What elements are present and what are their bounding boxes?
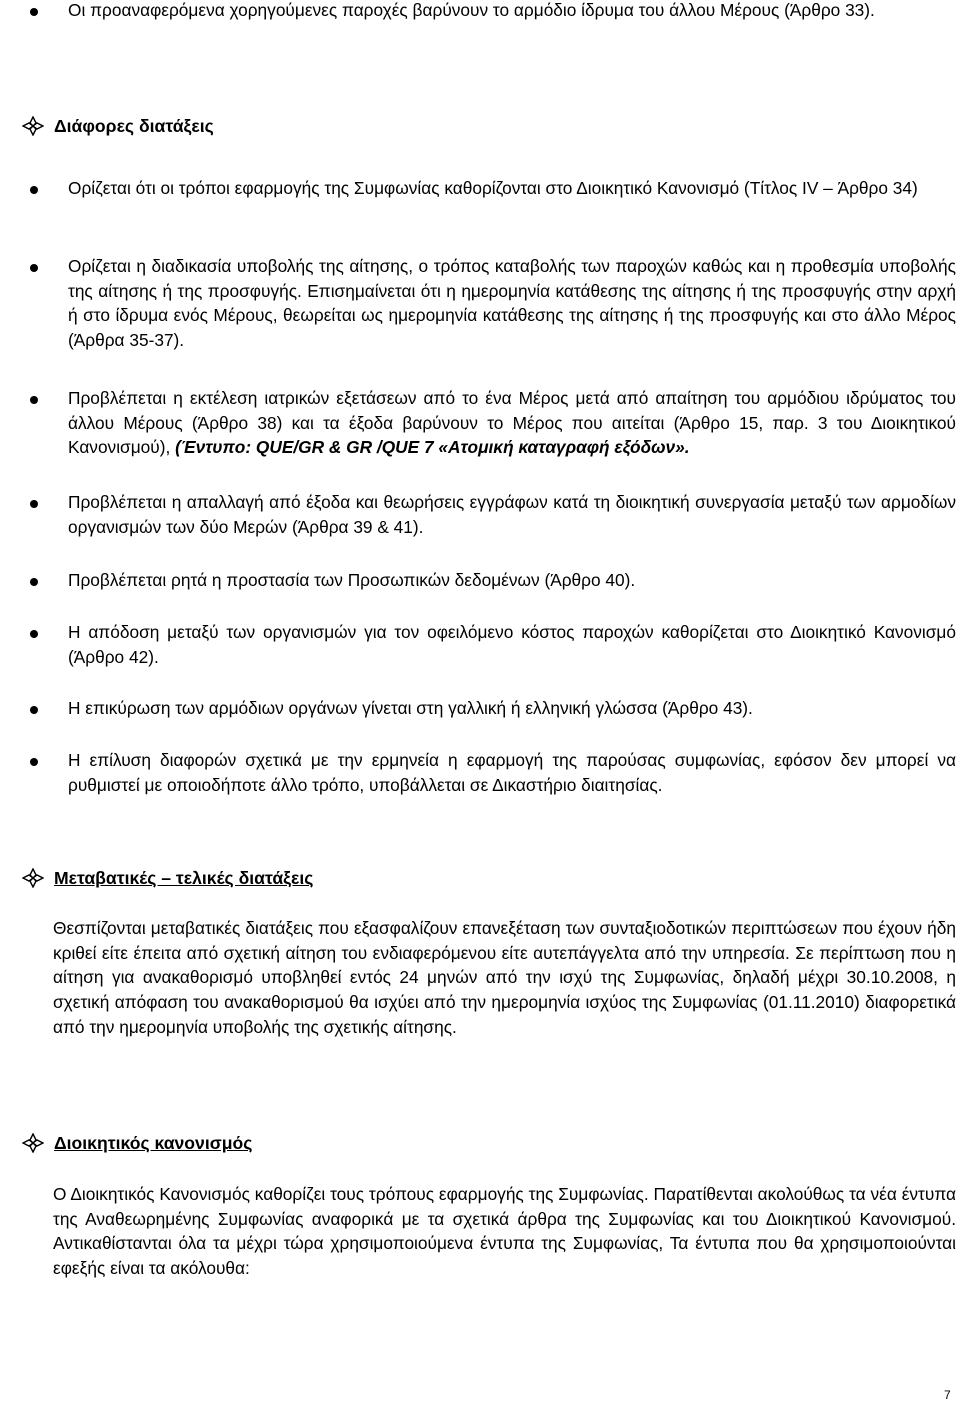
form-reference: (Έντυπο: QUE/GR & GR /QUE 7 «Ατομική καταγραφή εξόδων». [175, 437, 690, 458]
page-number: 7 [944, 1388, 951, 1402]
list-item: Η απόδοση μεταξύ των οργανισμών για τον οφειλόμενο κόστος παροχών καθορίζεται στο Διοικητικό Κανονισμό (Άρθρο 42). [68, 622, 956, 667]
section-heading-text: Διάφορες διατάξεις [54, 116, 214, 136]
section-heading-text: Διοικητικός κανονισμός [54, 1133, 253, 1153]
bullet-icon [30, 630, 38, 638]
list-item-text: Προβλέπεται η εκτέλεση ιατρικών εξετάσεων από το ένα Μέρος μετά από απαίτηση του αρμόδιου ιδρύματος του άλλου Μέρους (Άρθρο 38) και τα έξοδα βαρύνουν το Μέρος που αιτείται (Άρθρο 15, παρ. 3 του Διοικητικού Κανονισμού), [68, 388, 956, 458]
list-item: Η επίλυση διαφορών σχετικά με την ερμηνεία η εφαρμογή της παρούσας συμφωνίας, εφόσον δεν μπορεί να ρυθμιστεί με οποιοδήποτε άλλο τρόπο, υποβάλλεται σε Δικαστήριο διαιτησίας. [68, 750, 956, 795]
list-item [68, 386, 956, 460]
bullet-icon [30, 578, 38, 586]
bullet-icon [30, 706, 38, 714]
list-item: Προβλέπεται ρητά η προστασία των Προσωπικών δεδομένων (Άρθρο 40). [68, 570, 636, 590]
bullet-icon [30, 8, 38, 16]
bullet-icon [30, 758, 38, 766]
bullet-icon [30, 500, 38, 508]
diamond-bullet-icon [22, 116, 44, 136]
section-heading-various [22, 114, 214, 139]
section-heading-admin-regulation [22, 1131, 252, 1156]
bullet-icon [30, 396, 38, 404]
diamond-bullet-icon [22, 1133, 44, 1153]
list-item: Ορίζεται η διαδικασία υποβολής της αίτησης, ο τρόπος καταβολής των παροχών καθώς και η προθεσμία υποβολής της αίτησης ή της προσφυγής. Επισημαίνεται ότι η ημερομηνία κατάθεσης της αίτησης ή της προσφυγής στην αρχή ή στο ίδρυμα ενός Μέρους, θεωρείται ως ημερομηνία κατάθεσης της αίτησης ή της προσφυγής και στο άλλο Μέρος (Άρθρα 35-37). [68, 256, 956, 351]
paragraph: Ο Διοικητικός Κανονισμός καθορίζει τους τρόπους εφαρμογής της Συμφωνίας. Παρατίθενται ακολούθως τα νέα έντυπα της Αναθεωρημένης Συμφωνίας αναφορικά με τα σχετικά άρθρα της Συμφωνίας και του Διοικητικού Κανονισμού. Αντικαθίστανται όλα τα μέχρι τώρα χρησιμοποιούμενα έντυπα της Συμφωνίας, Τα έντυπα που θα χρησιμοποιούνται εφεξής είναι τα ακόλουθα: [53, 1184, 956, 1279]
list-item: Προβλέπεται η απαλλαγή από έξοδα και θεωρήσεις εγγράφων κατά τη διοικητική συνεργασία μεταξύ των αρμοδίων οργανισμών των δύο Μερών (Άρθρα 39 & 41). [68, 492, 956, 537]
diamond-bullet-icon [22, 868, 44, 888]
section-heading-text: Μεταβατικές – τελικές διατάξεις [54, 868, 314, 888]
bullet-icon [30, 264, 38, 272]
list-item: Οι προαναφερόμενα χορηγούμενες παροχές βαρύνουν το αρμόδιο ίδρυμα του άλλου Μέρους (Άρθρο 33). [68, 0, 875, 20]
section-heading-transitional [22, 866, 313, 891]
list-item: Ορίζεται ότι οι τρόποι εφαρμογής της Συμφωνίας καθορίζονται στο Διοικητικό Κανονισμό (Τίτλος IV – Άρθρο 34) [68, 178, 918, 198]
list-item: Η επικύρωση των αρμόδιων οργάνων γίνεται στη γαλλική ή ελληνική γλώσσα (Άρθρο 43). [68, 698, 753, 718]
paragraph: Θεσπίζονται μεταβατικές διατάξεις που εξασφαλίζουν επανεξέταση των συνταξιοδοτικών περιπτώσεων που έχουν ήδη κριθεί είτε έπειτα από σχετική αίτηση του ενδιαφερόμενου είτε αυτεπάγγελτα από την υπηρεσία. Σε περίπτωση που η αίτηση για ανακαθορισμό υποβληθεί εντός 24 μηνών από την ισχύ της Συμφωνίας, δηλαδή μέχρι 30.10.2008, η σχετική απόφαση του ανακαθορισμού θα ισχύει από την ημερομηνία ισχύος της Συμφωνίας (01.11.2010) διαφορετικά από την ημερομηνία υποβολής της σχετικής αίτησης. [53, 918, 956, 1037]
bullet-icon [30, 186, 38, 194]
